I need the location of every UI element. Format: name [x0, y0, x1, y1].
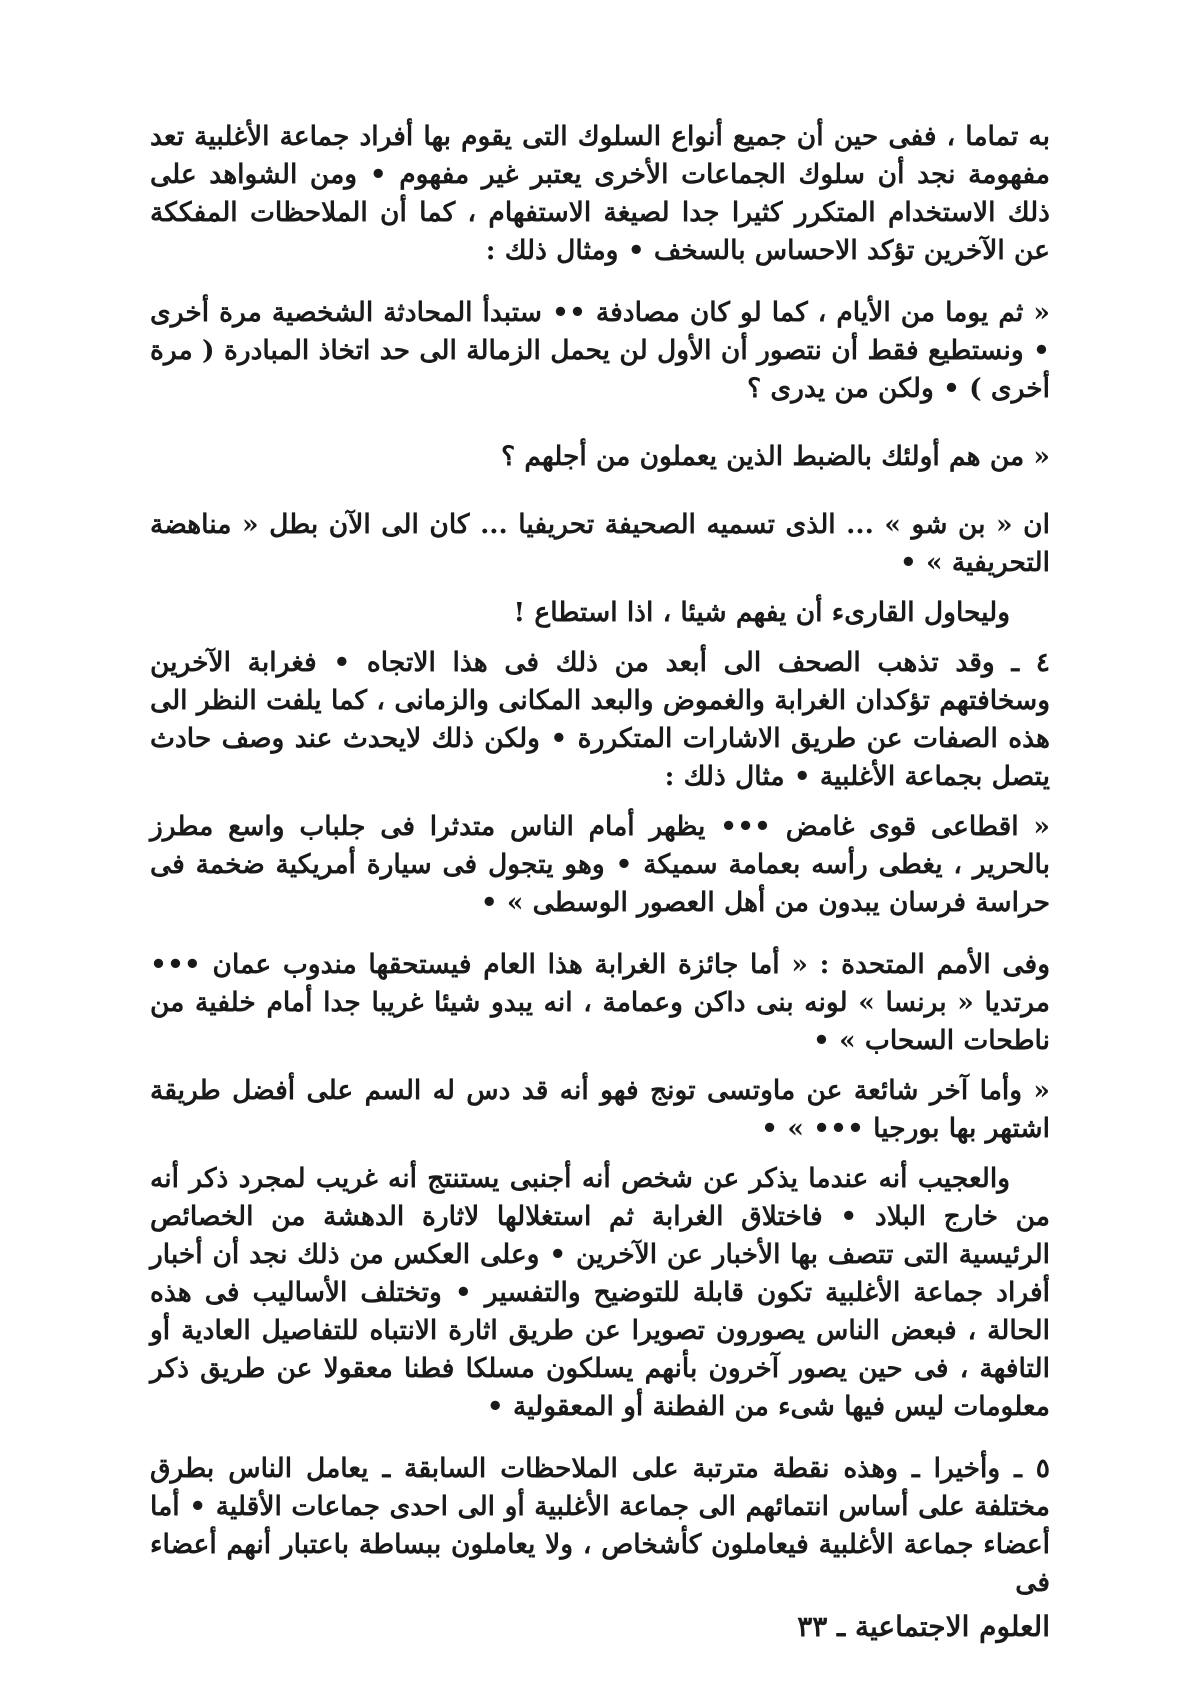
quote-paragraph-2: « من هم أولئك بالضبط الذين يعملون من أجلهم ؟	[501, 441, 1050, 472]
paragraph-4: والعجيب أنه عندما يذكر عن شخص أنه أجنبى يستنتج أنه غريب لمجرد ذكر أنه من خارج البلاد • فاختلاق الغرابة ثم استغلالها لاثارة الدهشة من الخصائص الرئيسية التى تتصف بها الأخبار عن الآخرين • وعلى العكس من ذلك نجد أن أخبار أفراد جماعة الأغلبية تكون قابلة للتوضيح والتفسير • وتختلف الأساليب فى هذه الحالة ، فبعض الناس يصورون تصويرا عن طريق اثارة الانتباه للتفاصيل العادية أو التافهة ، فى حين يصور آخرون بأنهم يسلكون مسلكا فطنا معقولا عن طريق ذكر معلومات ليس فيها شىء من الفطنة أو المعقولية •	[150, 1163, 1050, 1422]
quote-paragraph-4: « اقطاعى قوى غامض ••• يظهر أمام الناس متدثرا فى جلباب واسع مطرز بالحرير ، يغطى رأسه بعمامة سميكة • وهو يتجول فى سيارة أمريكية ضخمة فى حراسة فرسان يبدون من أهل العصور الوسطى » •	[150, 811, 1050, 918]
page-footer: العلوم الاجتماعية ـ ٣٣	[797, 1610, 1050, 1643]
quote-paragraph-5: وفى الأمم المتحدة : « أما جائزة الغرابة هذا العام فيستحقها مندوب عمان ••• مرتديا « برنسا » لونه بنى داكن وعمامة ، انه يبدو شيئا غريبا جدا أمام خلفية من ناطحات السحاب » •	[150, 949, 1050, 1056]
paragraph-2: وليحاول القارىء أن يفهم شيئا ، اذا استطاع !	[513, 597, 1010, 628]
paragraph-5: ٥ ـ وأخيرا ـ وهذه نقطة مترتبة على الملاحظات السابقة ـ يعامل الناس بطرق مختلفة على أساس انتمائهم الى جماعة الأغلبية أو الى احدى جماعات الأقلية • أما أعضاء جماعة الأغلبية فيعاملون كأشخاص ، ولا يعاملون ببساطة باعتبار أنهم أعضاء فى	[150, 1453, 1050, 1598]
quote-paragraph-6: « وأما آخر شائعة عن ماوتسى تونج فهو أنه قد دس له السم على أفضل طريقة اشتهر بها بورجيا ••• » •	[150, 1075, 1050, 1144]
quote-paragraph-3: ان « بن شو » ... الذى تسميه الصحيفة تحريفيا ... كان الى الآن بطل « مناهضة التحريفية » •	[150, 509, 1050, 578]
paragraph-3: ٤ ـ وقد تذهب الصحف الى أبعد من ذلك فى هذا الاتجاه • فغرابة الآخرين وسخافتهم تؤكدان الغرابة والغموض والبعد المكانى والزمانى ، كما يلفت النظر الى هذه الصفات عن طريق الاشارات المتكررة • ولكن ذلك لايحدث عند وصف حادث يتصل بجماعة الأغلبية • مثال ذلك :	[150, 647, 1050, 792]
page-body	[150, 118, 1050, 1602]
quote-paragraph-1: « ثم يوما من الأيام ، كما لو كان مصادفة •• ستبدأ المحادثة الشخصية مرة أخرى • ونستطيع فقط أن نتصور أن الأول لن يحمل الزمالة الى حد اتخاذ المبادرة ( مرة أخرى ) • ولكن من يدرى ؟	[150, 297, 1050, 404]
paragraph-1: به تماما ، ففى حين أن جميع أنواع السلوك التى يقوم بها أفراد جماعة الأغلبية تعد مفهومة نجد أن سلوك الجماعات الأخرى يعتبر غير مفهوم • ومن الشواهد على ذلك الاستخدام المتكرر كثيرا جدا لصيغة الاستفهام ، كما أن الملاحظات المفككة عن الآخرين تؤكد الاحساس بالسخف • ومثال ذلك :	[150, 121, 1050, 266]
